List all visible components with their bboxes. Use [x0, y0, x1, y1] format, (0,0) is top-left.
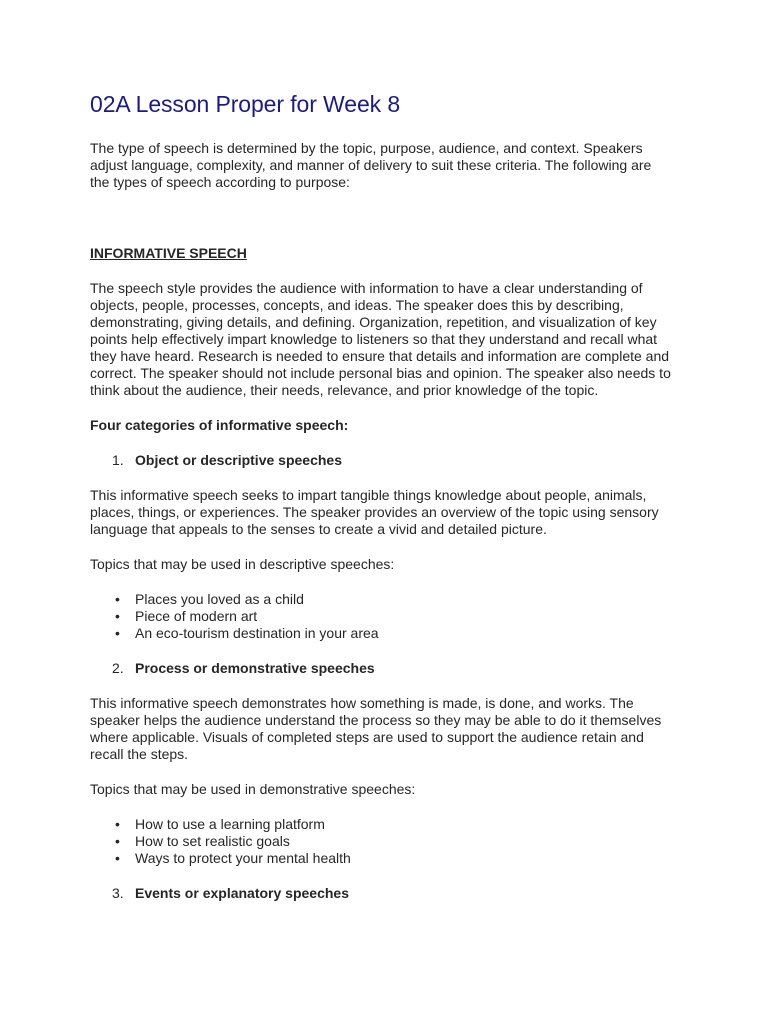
- bullet-icon: •: [115, 591, 120, 607]
- bullet-icon: •: [115, 833, 120, 849]
- bullet-icon: •: [115, 608, 120, 624]
- category-1-number: 1.: [112, 452, 124, 468]
- bullet-icon: •: [115, 625, 120, 641]
- list-item: [90, 591, 678, 608]
- page-title: 02A Lesson Proper for Week 8: [90, 91, 401, 117]
- list-item-text: How to use a learning platform: [135, 816, 325, 832]
- category-1-description: This informative speech seeks to impart tangible things knowledge about people, animals, places, things, or experiences. The speaker provides an overview of the topic using sensory language that appeals to the senses to create a vivid and detailed picture.: [90, 487, 659, 537]
- category-2-topics-intro: Topics that may be used in demonstrative speeches:: [90, 781, 416, 797]
- list-item-text: Piece of modern art: [135, 608, 258, 624]
- list-item: [90, 850, 678, 867]
- list-item-text: Places you loved as a child: [135, 591, 304, 607]
- list-item: [90, 833, 678, 850]
- bullet-icon: •: [115, 816, 120, 832]
- category-1-item: [90, 452, 678, 469]
- category-3-item: [90, 885, 678, 902]
- category-1-label: Object or descriptive speeches: [135, 452, 342, 468]
- section-heading: INFORMATIVE SPEECH: [90, 245, 247, 261]
- section-body-paragraph: The speech style provides the audience with information to have a clear understanding of objects, people, processes, concepts, and ideas. The speaker does this by describing, demonstrating, giving details, and defining. Organization, repetition, and visualization of key points help effectively impart knowledge to listeners so that they understand and recall what they have heard. Research is needed to ensure that details and information are complete and correct. The speaker should not include personal bias and opinion. The speaker also needs to think about the audience, their needs, relevance, and prior knowledge of the topic.: [90, 280, 671, 398]
- list-item-text: Ways to protect your mental health: [135, 850, 351, 866]
- category-2-item: [90, 660, 678, 677]
- list-item-text: An eco-tourism destination in your area: [135, 625, 379, 641]
- category-1-topics-intro: Topics that may be used in descriptive speeches:: [90, 556, 395, 572]
- list-item: [90, 608, 678, 625]
- category-2-number: 2.: [112, 660, 124, 676]
- category-3-label: Events or explanatory speeches: [135, 885, 349, 901]
- list-item: [90, 625, 678, 642]
- category-2-description: This informative speech demonstrates how something is made, is done, and works. The speaker helps the audience understand the process so they may be able to do it themselves where applicable. Visuals of completed steps are used to support the audience retain and recall the steps.: [90, 695, 662, 762]
- list-item: [90, 816, 678, 833]
- bullet-icon: •: [115, 850, 120, 866]
- intro-paragraph: The type of speech is determined by the topic, purpose, audience, and context. Speakers adjust language, complexity, and manner of delivery to suit these criteria. The following are the types of speech according to purpose:: [90, 140, 652, 190]
- list-item-text: How to set realistic goals: [135, 833, 290, 849]
- category-3-number: 3.: [112, 885, 124, 901]
- category-2-topics-list: [90, 816, 678, 867]
- categories-title: Four categories of informative speech:: [90, 417, 349, 433]
- category-1-topics-list: [90, 591, 678, 642]
- category-2-label: Process or demonstrative speeches: [135, 660, 375, 676]
